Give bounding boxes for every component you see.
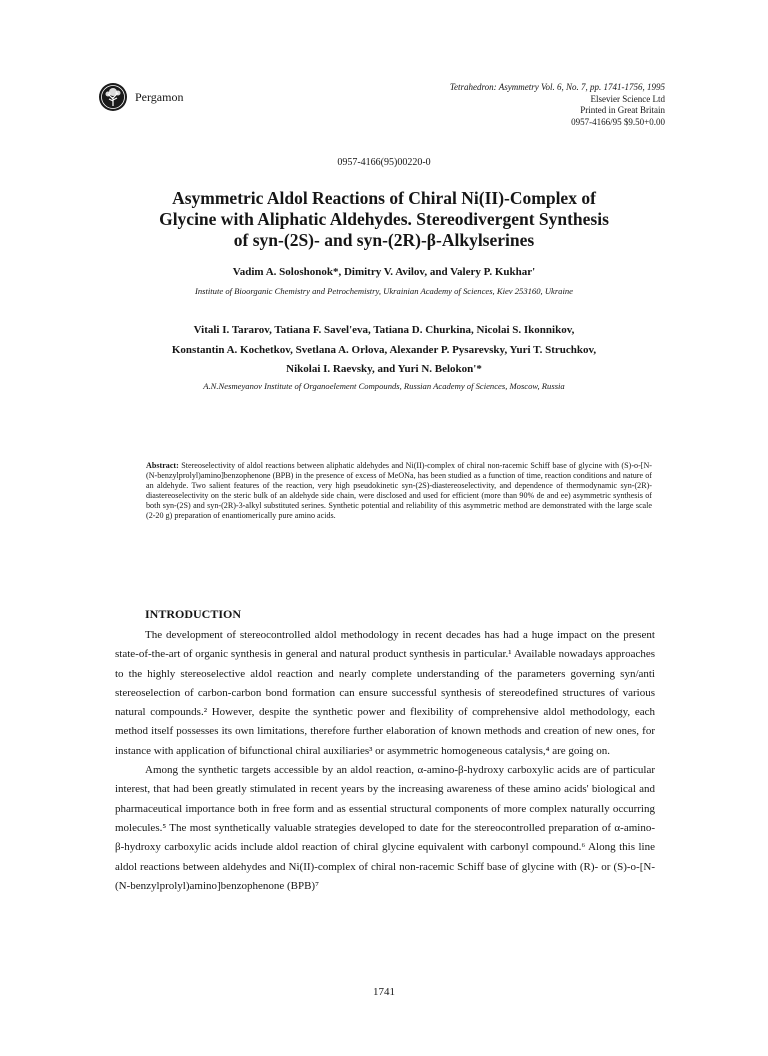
journal-issn-price: 0957-4166/95 $9.50+0.00 xyxy=(571,116,665,127)
journal-printed: Printed in Great Britain xyxy=(580,105,665,115)
title-line-1: Asymmetric Aldol Reactions of Chiral Ni(II)-Complex of xyxy=(172,188,596,208)
affiliation-2: A.N.Nesmeyanov Institute of Organoelement Compounds, Russian Academy of Sciences, Moscow, Russia xyxy=(203,381,565,391)
pergamon-tree-logo-icon xyxy=(98,82,128,112)
authors-group-2 xyxy=(110,321,658,380)
paragraph-1: The development of stereocontrolled aldol methodology in recent decades has had a huge impact on the present state-of-the-art of organic synthesis in general and natural product synthesis in particular.¹ Available nowadays approaches to the highly stereoselective aldol reaction and nearly complete understanding of the parameters governing syn/anti stereoselection of carbon-carbon bond formation can ensure successful synthesis of stereodefined structures of various natural compounds.² However, despite the synthetic power and flexibility of comprehensive aldol methodology, each method itself possesses its own limitations, therefore further elaboration of known methods and creation of new ones, for instance with application of bifunctional chiral auxiliaries³ or asymmetric homogeneous catalysis,⁴ are going on. xyxy=(115,629,655,757)
journal-info xyxy=(450,82,665,128)
section-heading-introduction: INTRODUCTION xyxy=(145,607,242,621)
doi: 0957-4166(95)00220-0 xyxy=(337,157,431,168)
affiliation-1: Institute of Bioorganic Chemistry and Petrochemistry, Ukrainian Academy of Sciences, Kiev 253160, Ukraine xyxy=(195,286,573,296)
authors-line-2: Konstantin A. Kochetkov, Svetlana A. Orlova, Alexander P. Pysarevsky, Yuri T. Struchkov, xyxy=(171,343,597,356)
authors-line-1: Vitali I. Tararov, Tatiana F. Savel'eva, Tatiana D. Churkina, Nicolai S. Ikonnikov, xyxy=(193,324,575,336)
title-line-3: of syn-(2S)- and syn-(2R)-β-Alkylserines xyxy=(233,230,535,250)
abstract-text: Stereoselectivity of aldol reactions between aliphatic aldehydes and Ni(II)-complex of chiral non-racemic Schiff base of glycine with (S)-o-[N-(N-benzylprolyl)amino]benzophenone (BPB) in the presence of excess of MeONa, has been studied as a function of time, reaction conditions and nature of an aldehyde. Two salient features of the reaction, very high pseudokinetic syn-(2S)-diastereoselectivity, and dependence of thermodynamic syn-(2R)-diastereoselectivity on the steric bulk of an aldehyde side chain, were disclosed and used for efficient (more than 90% de and ee) asymmetric synthesis of both syn-(2S) and syn-(2R)-3-alkyl substituted serines. Synthetic potential and reliability of this asymmetric method are demonstrated with the large scale (2-20 g) preparation of enantiomerically pure amino acids. xyxy=(146,461,652,520)
authors-group-1: Vadim A. Soloshonok*, Dimitry V. Avilov, and Valery P. Kukhar' xyxy=(232,266,536,278)
paper-title xyxy=(110,188,658,251)
authors-line-3: Nikolai I. Raevsky, and Yuri N. Belokon'* xyxy=(286,363,482,375)
page-number: 1741 xyxy=(373,986,395,998)
abstract-label: Abstract: xyxy=(146,461,179,470)
paragraph-2: Among the synthetic targets accessible by an aldol reaction, α-amino-β-hydroxy carboxylic acids are of particular interest, that had been greatly stimulated in recent years by the increasing awareness of these amino acids' biological and pharmaceutical importance both in free form and as essential structural components of more complex naturally occurring molecules.⁵ The most synthetically valuable strategies developed to date for the stereocontrolled preparation of α-amino-β-hydroxy carboxylic acids include aldol reaction of chiral glycine equivalent with carbonyl compound.⁶ Along this line aldol reactions between aldehydes and Ni(II)-complex of chiral non-racemic Schiff base of glycine with (R)- or (S)-o-[N-(N-benzylprolyl)amino]benzophenone (BPB)⁷ xyxy=(115,764,655,892)
journal-citation: Tetrahedron: Asymmetry Vol. 6, No. 7, pp. 1741-1756, 1995 xyxy=(449,82,665,92)
abstract xyxy=(146,461,652,521)
journal-publisher: Elsevier Science Ltd xyxy=(590,93,665,104)
title-line-2: Glycine with Aliphatic Aldehydes. Stereodivergent Synthesis xyxy=(159,209,609,229)
introduction-body xyxy=(115,626,655,896)
publisher-name: Pergamon xyxy=(135,90,184,104)
